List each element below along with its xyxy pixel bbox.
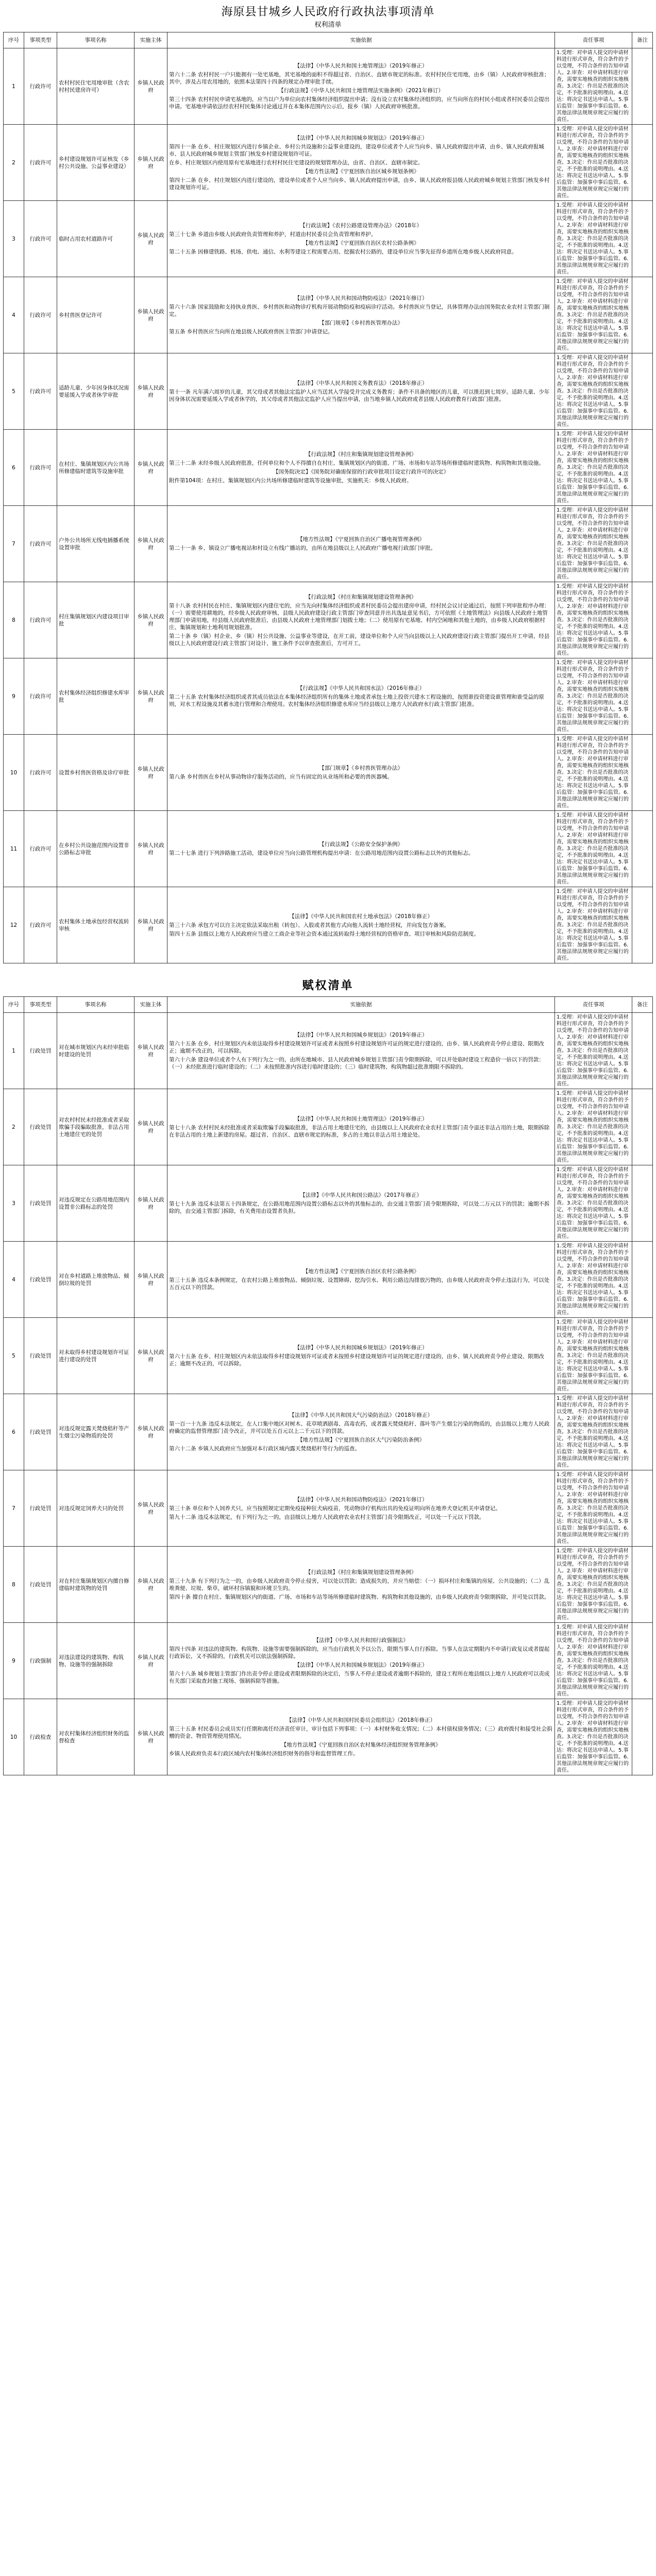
matter-type: 行政许可 — [24, 887, 57, 963]
row-number: 2 — [4, 1089, 24, 1165]
implementing-body: 乡镇人民政府 — [134, 1165, 167, 1242]
responsibility-items: 1.受理：对申请人提交的申请材料进行形式审查，符合条件的予以受理，不符合条件的告知申请人。2.审查：对申请材料进行审查，需要实地核查的组织实地核查。3.决定：作出是否批准的决定，不予批准的说明理由。4.送达：将决定书送达申请人。5.事后监管：加强事中事后监管。6.其他法律法规规章规定应履行的责任。 — [555, 1470, 632, 1547]
implementation-basis — [167, 811, 555, 887]
table-row — [4, 1318, 653, 1394]
law-clause: 第四十四条 对违法的建筑物、构筑物、设施等需要强制拆除的，应当由行政机关予以公告，限期当事人自行拆除。当事人在法定期限内不申请行政复议或者提起行政诉讼，又不拆除的，行政机关可以依法强制拆除。 — [169, 1646, 550, 1659]
row-number: 3 — [4, 201, 24, 277]
matter-type: 行政许可 — [24, 277, 57, 353]
matter-type: 行政许可 — [24, 735, 57, 811]
law-clause: 第三十五条 违反本条例规定，在农村公路上堆放物品、倾倒垃圾、设置障碍、挖沟引水、利用公路边沟排放污物的，由乡级人民政府责令停止违法行为，可以处五百元以下的罚款。 — [169, 1277, 550, 1291]
implementation-basis — [167, 1089, 555, 1165]
column-header: 序号 — [4, 997, 24, 1013]
table-row — [4, 48, 653, 125]
responsibility-items: 1.受理：对申请人提交的申请材料进行形式审查，符合条件的予以受理，不符合条件的告知申请人。2.审查：对申请材料进行审查，需要实地核查的组织实地核查。3.决定：作出是否批准的决定，不予批准的说明理由。4.送达：将决定书送达申请人。5.事后监管：加强事中事后监管。6.其他法律法规规章规定应履行的责任。 — [555, 811, 632, 887]
law-clause: 第六十二条 农村村民一户只能拥有一处宅基地，其宅基地的面积不得超过省、自治区、直辖市规定的标准。农村村民住宅用地，由乡（镇）人民政府审核批准；其中，涉及占用农用地的，依照本法第四十四条的规定办理审批手续。 — [169, 72, 550, 85]
law-clause: 第四十一条 在乡、村庄规划区内进行乡镇企业、乡村公共设施和公益事业建设的，建设单位或者个人应当向乡、镇人民政府提出申请，由乡、镇人民政府报城市、县人民政府城乡规划主管部门核发乡村建设规划许可证。 — [169, 143, 544, 157]
column-header: 事项名称 — [57, 997, 134, 1013]
implementation-basis — [167, 1547, 555, 1623]
remarks-cell — [632, 506, 653, 582]
law-citation: 【行政法规】《公路安全保护条例》 — [319, 841, 403, 848]
matter-name: 对在乡村道路上堆放物品、倾倒垃圾的处罚 — [57, 1242, 134, 1318]
law-clause: 第三十六条 承包方可以自主决定依法采取出租（转包）、入股或者其他方式向他人流转土地经营权，并向发包方备案。 — [169, 922, 450, 928]
implementing-body: 乡镇人民政府 — [134, 506, 167, 582]
table-row — [4, 1394, 653, 1470]
row-number: 8 — [4, 1547, 24, 1623]
law-citation: 【法律】《中华人民共和国土地管理法》（2019年修正） — [294, 63, 428, 69]
document-subtitle: 权利清单 — [314, 21, 342, 29]
row-number: 6 — [4, 1394, 24, 1470]
law-clause: 第六十八条 城乡规划主管部门作出责令停止建设或者限期拆除的决定后，当事人不停止建设或者逾期不拆除的，建设工程所在地县级以上地方人民政府可以责成有关部门采取查封施工现场、强制拆除等措施。 — [169, 1671, 550, 1684]
implementation-basis — [167, 1013, 555, 1089]
implementing-body: 乡镇人民政府 — [134, 658, 167, 735]
implementation-basis — [167, 506, 555, 582]
responsibility-items: 1.受理：对申请人提交的申请材料进行形式审查，符合条件的予以受理，不符合条件的告知申请人。2.审查：对申请材料进行审查，需要实地核查的组织实地核查。3.决定：作出是否批准的决定，不予批准的说明理由。4.送达：将决定书送达申请人。5.事后监管：加强事中事后监管。6.其他法律法规规章规定应履行的责任。 — [555, 1013, 632, 1089]
table-row — [4, 1089, 653, 1165]
matter-type: 行政处罚 — [24, 1547, 57, 1623]
matter-type: 行政许可 — [24, 658, 57, 735]
implementing-body: 乡镇人民政府 — [134, 1318, 167, 1394]
implementing-body: 乡镇人民政府 — [134, 1547, 167, 1623]
table-row — [4, 811, 653, 887]
responsibility-items: 1.受理：对申请人提交的申请材料进行形式审查，符合条件的予以受理，不符合条件的告知申请人。2.审查：对申请材料进行审查，需要实地核查的组织实地核查。3.决定：作出是否批准的决定，不予批准的说明理由。4.送达：将决定书送达申请人。5.事后监管：加强事中事后监管。6.其他法律法规规章规定应履行的责任。 — [555, 887, 632, 963]
responsibility-items: 1.受理：对申请人提交的申请材料进行形式审查，符合条件的予以受理，不符合条件的告知申请人。2.审查：对申请材料进行审查，需要实地核查的组织实地核查。3.决定：作出是否批准的决定，不予批准的说明理由。4.送达：将决定书送达申请人。5.事后监管：加强事中事后监管。6.其他法律法规规章规定应履行的责任。 — [555, 201, 632, 277]
implementation-basis — [167, 353, 555, 430]
law-citation: 【法律】《中华人民共和国动物防疫法》（2021年修订） — [294, 1496, 428, 1503]
matter-name: 乡村建设规划许可证核发（乡村公共设施、公益事业建设） — [57, 125, 134, 201]
law-clause: 第三十七条 乡道由乡级人民政府负责管理和养护，村道由村民委员会负责管理和养护。 — [169, 231, 377, 238]
law-citation: 【法律】《中华人民共和国城乡规划法》（2019年修正） — [294, 1031, 428, 1038]
row-number: 10 — [4, 735, 24, 811]
remarks-cell — [632, 1318, 653, 1394]
law-clause: 第二十条 乡（镇）村企业、乡（镇）村公共设施、公益事业等建设，在开工前，建设单位和个人应当向县级以上人民政府建设行政主管部门提出开工申请，经县级以上人民政府建设行政主管部门对设计、施工条件予以审查批准后，方可开工。 — [169, 633, 550, 647]
law-clause: 附件第104项：在村庄、集镇规划区内公共场所修建临时建筑等设施审批，实施机关：乡级人民政府。 — [169, 478, 412, 484]
table-row — [4, 582, 653, 658]
law-clause: 第六十五条 在乡、村庄规划区内未依法取得乡村建设规划许可证或者未按照乡村建设规划许可证的规定进行建设的，由乡、镇人民政府责令停止建设、限期改正；逾期不改正的，可以拆除。 — [169, 1353, 544, 1367]
implementation-basis — [167, 125, 555, 201]
law-citation: 【地方性法规】《宁夏回族自治区农村集体经济组织财务管理条例》 — [281, 1742, 441, 1748]
matter-type: 行政处罚 — [24, 1394, 57, 1470]
law-citation: 【法律】《中华人民共和国村民委员会组织法》（2018年修正） — [286, 1717, 436, 1723]
remarks-cell — [632, 887, 653, 963]
row-number: 3 — [4, 1165, 24, 1242]
matter-type: 行政许可 — [24, 506, 57, 582]
matter-type: 行政处罚 — [24, 1089, 57, 1165]
law-clause: 第八条 乡村兽医在乡村从事动物诊疗服务活动的，应当有固定的从业场所和必要的兽医器械。 — [169, 774, 393, 780]
law-clause: 第三十五条 村民委员会成员实行任期和离任经济责任审计，审计包括下列事项：（一）本村财务收支情况；（二）本村债权债务情况；（三）政府拨付和接受社会捐赠的资金、物资管理使用情况。 — [169, 1726, 552, 1739]
law-clause: 第六十六条 国家鼓励和支持执业兽医、乡村兽医和动物诊疗机构开展动物防疫和疫病诊疗活动。乡村兽医应当登记，具体管理办法由国务院农业农村主管部门制定。 — [169, 304, 550, 317]
remarks-cell — [632, 1470, 653, 1547]
law-citation: 【法律】《中华人民共和国土地管理法》（2019年修正） — [294, 1116, 428, 1122]
remarks-cell — [632, 125, 653, 201]
matter-name: 村庄集镇规划区内建设项目审批 — [57, 582, 134, 658]
law-clause: 第二十七条 进行下列涉路施工活动，建设单位应当向公路管理机构提出申请：在公路用地范围内设置公路标志以外的其他标志。 — [169, 850, 474, 856]
matter-name: 户外公共场所无线电插播系统设置审批 — [57, 506, 134, 582]
matter-type: 行政处罚 — [24, 1242, 57, 1318]
implementation-basis — [167, 735, 555, 811]
implementation-basis — [167, 1394, 555, 1470]
law-citation: 【行政法规】《村庄和集镇规划建设管理条例》 — [305, 451, 417, 457]
responsibility-items: 1.受理：对申请人提交的申请材料进行形式审查，符合条件的予以受理，不符合条件的告知申请人。2.审查：对申请材料进行审查，需要实地核查的组织实地核查。3.决定：作出是否批准的决定，不予批准的说明理由。4.送达：将决定书送达申请人。5.事后监管：加强事中事后监管。6.其他法律法规规章规定应履行的责任。 — [555, 1165, 632, 1242]
law-citation: 【行政法规】《村庄和集镇规划建设管理条例》 — [305, 594, 417, 600]
remarks-cell — [632, 353, 653, 430]
matter-type: 行政许可 — [24, 430, 57, 506]
law-clause: 第四十二条 在乡、村庄规划区内进行建设的，建设单位或者个人应当向乡、镇人民政府提出申请，由乡、镇人民政府报县级人民政府城乡规划主管部门核发乡村建设规划许可证。 — [169, 177, 550, 191]
remarks-cell — [632, 811, 653, 887]
remarks-cell — [632, 1394, 653, 1470]
column-header: 备注 — [632, 997, 653, 1013]
remarks-cell — [632, 1242, 653, 1318]
implementing-body: 乡镇人民政府 — [134, 277, 167, 353]
remarks-cell — [632, 1547, 653, 1623]
law-citation: 【地方性法规】《宁夏回族自治区农村公路条例》 — [302, 1268, 419, 1275]
responsibility-items: 1.受理：对申请人提交的申请材料进行形式审查，符合条件的予以受理，不符合条件的告知申请人。2.审查：对申请材料进行审查，需要实地核查的组织实地核查。3.决定：作出是否批准的决定，不予批准的说明理由。4.送达：将决定书送达申请人。5.事后监管：加强事中事后监管。6.其他法律法规规章规定应履行的责任。 — [555, 582, 632, 658]
law-citation: 【部门规章】《乡村兽医管理办法》 — [319, 765, 403, 771]
law-citation: 【国务院决定】《国务院对确需保留的行政审批项目设定行政许可的决定》 — [273, 469, 449, 475]
implementation-basis — [167, 1318, 555, 1394]
law-citation: 【行政法规】《村庄和集镇规划建设管理条例》 — [305, 1569, 417, 1575]
matter-name: 农村集体土地承包经营权流转审核 — [57, 887, 134, 963]
table-row — [4, 1165, 653, 1242]
row-number: 12 — [4, 887, 24, 963]
remarks-cell — [632, 48, 653, 125]
law-citation: 【法律】《中华人民共和国行政强制法》 — [313, 1637, 409, 1643]
law-clause: 第七十九条 违反本法第五十四条规定，在公路用地范围内设置公路标志以外的其他标志的，由交通主管部门责令限期拆除，可以处二万元以下的罚款；逾期不拆除的，由交通主管部门拆除，有关费用由设置者负担。 — [169, 1201, 550, 1214]
table-row — [4, 353, 653, 430]
law-clause: 第十八条 农村村民在村庄、集镇规划区内建住宅的，应当先向村集体经济组织或者村民委员会提出建房申请，经村民会议讨论通过后，按照下列审批程序办理：（一）需要使用耕地的，经乡级人民政府审核、县级人民政府建设行政主管部门审查同意并出具选址意见书后，方可依照《土地管理法》向县级人民政府土地管理部门申请用地，经县级人民政府批准后，由县级人民政府土地管理部门划拨土地；（二）使用原有宅基地、村内空闲地和其他土地的，由乡级人民政府根据村庄、集镇规划和土地利用规划批准。 — [169, 602, 550, 631]
table-row — [4, 1699, 653, 1775]
table-row — [4, 1470, 653, 1547]
law-citation: 【行政法规】《中华人民共和国水法》（2016年修正） — [297, 685, 425, 691]
responsibility-items: 1.受理：对申请人提交的申请材料进行形式审查，符合条件的予以受理，不符合条件的告知申请人。2.审查：对申请材料进行审查，需要实地核查的组织实地核查。3.决定：作出是否批准的决定，不予批准的说明理由。4.送达：将决定书送达申请人。5.事后监管：加强事中事后监管。6.其他法律法规规章规定应履行的责任。 — [555, 1623, 632, 1699]
law-citation: 【地方性法规】《宁夏回族自治区农村公路条例》 — [302, 240, 419, 246]
table-row — [4, 506, 653, 582]
row-number: 4 — [4, 1242, 24, 1318]
law-clause: 第四十条 擅自在村庄、集镇规划区内的街道、广场、市场和车站等场所修建临时建筑物、构筑物和其他设施的，由乡级人民政府责令限期拆除，并可处以罚款。 — [169, 1594, 550, 1600]
column-header: 责任事项 — [555, 997, 632, 1013]
implementing-body: 乡镇人民政府 — [134, 1623, 167, 1699]
implementing-body: 乡镇人民政府 — [134, 887, 167, 963]
implementing-body: 乡镇人民政府 — [134, 353, 167, 430]
matter-name: 乡村兽医登记许可 — [57, 277, 134, 353]
matter-name: 对未取得乡村建设规划许可证进行建设的处罚 — [57, 1318, 134, 1394]
matter-type: 行政许可 — [24, 353, 57, 430]
implementation-basis — [167, 277, 555, 353]
matter-name: 对违反规定在公路用地范围内设置非公路标志的处罚 — [57, 1165, 134, 1242]
implementation-basis — [167, 201, 555, 277]
responsibility-items: 1.受理：对申请人提交的申请材料进行形式审查，符合条件的予以受理，不符合条件的告知申请人。2.审查：对申请材料进行审查，需要实地核查的组织实地核查。3.决定：作出是否批准的决定，不予批准的说明理由。4.送达：将决定书送达申请人。5.事后监管：加强事中事后监管。6.其他法律法规规章规定应履行的责任。 — [555, 48, 632, 125]
matter-name: 农村集体经济组织修建水库审批 — [57, 658, 134, 735]
law-clause: 第六十六条 建设单位或者个人有下列行为之一的，由所在地城市、县人民政府城乡规划主管部门责令限期拆除，可以并处临时建设工程造价一倍以下的罚款：（一）未经批准进行临时建设的；（二）未按照批准内容进行临时建设的；（三）临时建筑物、构筑物超过批准期限不拆除的。 — [169, 1056, 544, 1070]
column-header: 备注 — [632, 32, 653, 48]
matter-type: 行政处罚 — [24, 1318, 57, 1394]
table-row — [4, 1623, 653, 1699]
row-number: 5 — [4, 1318, 24, 1394]
law-clause: 第三十二条 未经乡级人民政府批准，任何单位和个人不得擅自在村庄、集镇规划区内的街道、广场、市场和车站等场所修建临时建筑物、构筑物和其他设施。 — [169, 460, 544, 466]
matter-name: 在乡村公共设施范围内设置非公路标志审批 — [57, 811, 134, 887]
document-title: 海原县甘城乡人民政府行政执法事项清单 — [221, 6, 435, 19]
implementation-basis — [167, 1165, 555, 1242]
law-citation: 【行政法规】《中华人民共和国土地管理法实施条例》（2021年修订） — [278, 88, 444, 94]
row-number: 1 — [4, 1013, 24, 1089]
responsibility-items: 1.受理：对申请人提交的申请材料进行形式审查，符合条件的予以受理，不符合条件的告知申请人。2.审查：对申请材料进行审查，需要实地核查的组织实地核查。3.决定：作出是否批准的决定，不予批准的说明理由。4.送达：将决定书送达申请人。5.事后监管：加强事中事后监管。6.其他法律法规规章规定应履行的责任。 — [555, 506, 632, 582]
remarks-cell — [632, 1089, 653, 1165]
implementation-basis — [167, 1242, 555, 1318]
implementing-body: 乡镇人民政府 — [134, 1013, 167, 1089]
section-title: 赋权清单 — [302, 979, 354, 992]
row-number: 2 — [4, 125, 24, 201]
law-clause: 第十一条 凡年满六周岁的儿童，其父母或者其他法定监护人应当送其入学接受并完成义务教育；条件不具备的地区的儿童，可以推迟到七周岁。适龄儿童、少年因身体状况需要延缓入学或者休学的，其父母或者其他法定监护人应当提出申请，由当地乡镇人民政府或者县级人民政府教育行政部门批准。 — [169, 389, 550, 402]
remarks-cell — [632, 1165, 653, 1242]
matter-type: 行政强制 — [24, 1623, 57, 1699]
law-citation: 【部门规章】《乡村兽医管理办法》 — [319, 320, 403, 326]
law-citation: 【法律】《中华人民共和国城乡规划法》（2019年修正） — [294, 1662, 428, 1668]
implementing-body: 乡镇人民政府 — [134, 430, 167, 506]
law-citation: 【地方性法规】《宁夏回族自治区广播电视管理条例》 — [297, 536, 425, 543]
law-citation: 【法律】《中华人民共和国公路法》（2017年修正） — [300, 1192, 422, 1198]
law-citation: 【法律】《中华人民共和国动物防疫法》（2021年修订） — [294, 295, 428, 301]
matter-type: 行政许可 — [24, 48, 57, 125]
implementation-basis — [167, 658, 555, 735]
implementing-body: 乡镇人民政府 — [134, 582, 167, 658]
column-header: 责任事项 — [555, 32, 632, 48]
table-row — [4, 277, 653, 353]
column-header: 事项类型 — [24, 32, 57, 48]
header-row — [4, 997, 653, 1013]
matter-type: 行政检查 — [24, 1699, 57, 1775]
implementing-body: 乡镇人民政府 — [134, 48, 167, 125]
header-row — [4, 32, 653, 48]
row-number: 5 — [4, 353, 24, 430]
matter-name: 农村村民住宅用地审批（含农村村民建房许可） — [57, 48, 134, 125]
implementation-basis — [167, 887, 555, 963]
table-row — [4, 1242, 653, 1318]
row-number: 11 — [4, 811, 24, 887]
law-clause: 在乡、村庄规划区内使用原有宅基地进行农村村民住宅建设的规划管理办法，由省、自治区、直辖市制定。 — [169, 159, 424, 166]
matter-name: 对在城市规划区内未经审批临时建设的处罚 — [57, 1013, 134, 1089]
column-header: 实施主体 — [134, 997, 167, 1013]
law-clause: 第三十四条 农村村民申请宅基地的，应当以户为单位向农村集体经济组织提出申请；没有设立农村集体经济组织的，应当向所在的村民小组或者村民委员会提出申请。宅基地申请依法经农村村民集体讨论通过并在本集体范围内公示后，报乡（镇）人民政府审核批准。 — [169, 96, 550, 110]
table-row — [4, 658, 653, 735]
row-number: 9 — [4, 1623, 24, 1699]
responsibility-items: 1.受理：对申请人提交的申请材料进行形式审查，符合条件的予以受理，不符合条件的告知申请人。2.审查：对申请材料进行审查，需要实地核查的组织实地核查。3.决定：作出是否批准的决定，不予批准的说明理由。4.送达：将决定书送达申请人。5.事后监管：加强事中事后监管。6.其他法律法规规章规定应履行的责任。 — [555, 277, 632, 353]
remarks-cell — [632, 1623, 653, 1699]
column-header: 事项类型 — [24, 997, 57, 1013]
law-clause: 第五条 乡村兽医应当向所在地县级人民政府兽医主管部门申请登记。 — [169, 329, 333, 335]
matter-name: 临时占用农村道路许可 — [57, 201, 134, 277]
remarks-cell — [632, 430, 653, 506]
table-row — [4, 430, 653, 506]
column-header: 实施主体 — [134, 32, 167, 48]
implementation-basis — [167, 582, 555, 658]
implementing-body: 乡镇人民政府 — [134, 1394, 167, 1470]
matter-type: 行政处罚 — [24, 1013, 57, 1089]
matter-type: 行政处罚 — [24, 1165, 57, 1242]
responsibility-items: 1.受理：对申请人提交的申请材料进行形式审查，符合条件的予以受理，不符合条件的告知申请人。2.审查：对申请材料进行审查，需要实地核查的组织实地核查。3.决定：作出是否批准的决定，不予批准的说明理由。4.送达：将决定书送达申请人。5.事后监管：加强事中事后监管。6.其他法律法规规章规定应履行的责任。 — [555, 735, 632, 811]
matter-name: 对在村庄集镇规划区内擅自修建临时建筑物的处罚 — [57, 1547, 134, 1623]
implementing-body: 乡镇人民政府 — [134, 735, 167, 811]
law-clause: 第六十五条 在乡、村庄规划区内未依法取得乡村建设规划许可证或者未按照乡村建设规划许可证的规定进行建设的，由乡、镇人民政府责令停止建设、限期改正；逾期不改正的，可以拆除。 — [169, 1040, 544, 1054]
row-number: 4 — [4, 277, 24, 353]
column-header: 实施依据 — [167, 32, 555, 48]
implementation-basis — [167, 48, 555, 125]
law-clause: 第九十二条 违反本法规定，有下列行为之一的，由县级以上地方人民政府农业农村主管部门责令限期改正，可以处一千元以下罚款。 — [169, 1514, 485, 1520]
row-number: 8 — [4, 582, 24, 658]
column-header: 序号 — [4, 32, 24, 48]
remarks-cell — [632, 582, 653, 658]
law-clause: 第一百一十九条 违反本法规定，在人口集中地区对树木、花草喷洒剧毒、高毒农药，或者露天焚烧秸秆、落叶等产生烟尘污染的物质的，由县级以上地方人民政府确定的监督管理部门责令改正，并可以处五百元以上二千元以下的罚款。 — [169, 1421, 550, 1434]
responsibility-items: 1.受理：对申请人提交的申请材料进行形式审查，符合条件的予以受理，不符合条件的告知申请人。2.审查：对申请材料进行审查，需要实地核查的组织实地核查。3.决定：作出是否批准的决定，不予批准的说明理由。4.送达：将决定书送达申请人。5.事后监管：加强事中事后监管。6.其他法律法规规章规定应履行的责任。 — [555, 1394, 632, 1470]
table-row — [4, 887, 653, 963]
section-gap — [3, 963, 653, 976]
implementing-body: 乡镇人民政府 — [134, 1470, 167, 1547]
matter-name: 对农村村民未经批准或者采取欺骗手段骗取批准，非法占用土地建住宅的处罚 — [57, 1089, 134, 1165]
implementation-basis — [167, 430, 555, 506]
table-row — [4, 201, 653, 277]
responsibility-items: 1.受理：对申请人提交的申请材料进行形式审查，符合条件的予以受理，不符合条件的告知申请人。2.审查：对申请材料进行审查，需要实地核查的组织实地核查。3.决定：作出是否批准的决定，不予批准的说明理由。4.送达：将决定书送达申请人。5.事后监管：加强事中事后监管。6.其他法律法规规章规定应履行的责任。 — [555, 1318, 632, 1394]
row-number: 7 — [4, 1470, 24, 1547]
matter-type: 行政许可 — [24, 125, 57, 201]
responsibility-items: 1.受理：对申请人提交的申请材料进行形式审查，符合条件的予以受理，不符合条件的告知申请人。2.审查：对申请材料进行审查，需要实地核查的组织实地核查。3.决定：作出是否批准的决定，不予批准的说明理由。4.送达：将决定书送达申请人。5.事后监管：加强事中事后监管。6.其他法律法规规章规定应履行的责任。 — [555, 125, 632, 201]
matters-table — [3, 996, 653, 1775]
table-row — [4, 735, 653, 811]
matter-name: 对违反规定露天焚烧秸秆等产生烟尘污染物质的处罚 — [57, 1394, 134, 1470]
column-header: 实施依据 — [167, 997, 555, 1013]
implementing-body: 乡镇人民政府 — [134, 811, 167, 887]
row-number: 7 — [4, 506, 24, 582]
table-row — [4, 125, 653, 201]
matters-table — [3, 32, 653, 963]
matter-type: 行政许可 — [24, 582, 57, 658]
law-citation: 【法律】《中华人民共和国义务教育法》（2018年修正） — [294, 380, 428, 386]
law-clause: 乡镇人民政府负责本行政区域内农村集体经济组织财务的指导和监督管理工作。 — [169, 1751, 359, 1757]
law-citation: 【地方性法规】《宁夏回族自治区城乡规划条例》 — [302, 168, 419, 175]
column-header: 事项名称 — [57, 32, 134, 48]
responsibility-items: 1.受理：对申请人提交的申请材料进行形式审查，符合条件的予以受理，不符合条件的告知申请人。2.审查：对申请材料进行审查，需要实地核查的组织实地核查。3.决定：作出是否批准的决定，不予批准的说明理由。4.送达：将决定书送达申请人。5.事后监管：加强事中事后监管。6.其他法律法规规章规定应履行的责任。 — [555, 430, 632, 506]
remarks-cell — [632, 1013, 653, 1089]
row-number: 10 — [4, 1699, 24, 1775]
law-citation: 【法律】《中华人民共和国城乡规划法》（2019年修正） — [294, 1345, 428, 1351]
responsibility-items: 1.受理：对申请人提交的申请材料进行形式审查，符合条件的予以受理，不符合条件的告知申请人。2.审查：对申请材料进行审查，需要实地核查的组织实地核查。3.决定：作出是否批准的决定，不予批准的说明理由。4.送达：将决定书送达申请人。5.事后监管：加强事中事后监管。6.其他法律法规规章规定应履行的责任。 — [555, 1547, 632, 1623]
law-clause: 第二十五条 农村集体经济组织或者其成员依法在本集体经济组织所有的集体土地或者承包土地上投资兴建水工程设施的，按照谁投资建设谁管理和谁受益的原则，对水工程设施及其蓄水进行管理和合理使用。农村集体经济组织修建水库应当经县级以上地方人民政府水行政主管部门批准。 — [169, 694, 544, 707]
matter-name: 对农村集体经济组织财务的监督检查 — [57, 1699, 134, 1775]
implementation-basis — [167, 1470, 555, 1547]
row-number: 6 — [4, 430, 24, 506]
remarks-cell — [632, 277, 653, 353]
implementing-body: 乡镇人民政府 — [134, 201, 167, 277]
matter-type: 行政许可 — [24, 201, 57, 277]
implementing-body: 乡镇人民政府 — [134, 125, 167, 201]
table-row — [4, 1013, 653, 1089]
law-citation: 【行政法规】《农村公路建设管理办法》（2018年） — [300, 223, 422, 229]
responsibility-items: 1.受理：对申请人提交的申请材料进行形式审查，符合条件的予以受理，不符合条件的告知申请人。2.审查：对申请材料进行审查，需要实地核查的组织实地核查。3.决定：作出是否批准的决定，不予批准的说明理由。4.送达：将决定书送达申请人。5.事后监管：加强事中事后监管。6.其他法律法规规章规定应履行的责任。 — [555, 1242, 632, 1318]
row-number: 1 — [4, 48, 24, 125]
remarks-cell — [632, 735, 653, 811]
law-clause: 第三十九条 有下列行为之一的，由乡级人民政府责令停止侵害，可以处以罚款；造成损失的，并应当赔偿：（一）损坏村庄和集镇的房屋、公共设施的；（二）乱堆粪便、垃圾、柴草，破坏村容镇貌和环境卫生的。 — [169, 1578, 550, 1591]
sections-container — [3, 32, 653, 1775]
responsibility-items: 1.受理：对申请人提交的申请材料进行形式审查，符合条件的予以受理，不符合条件的告知申请人。2.审查：对申请材料进行审查，需要实地核查的组织实地核查。3.决定：作出是否批准的决定，不予批准的说明理由。4.送达：将决定书送达申请人。5.事后监管：加强事中事后监管。6.其他法律法规规章规定应履行的责任。 — [555, 353, 632, 430]
matter-type: 行政处罚 — [24, 1470, 57, 1547]
responsibility-items: 1.受理：对申请人提交的申请材料进行形式审查，符合条件的予以受理，不符合条件的告知申请人。2.审查：对申请材料进行审查，需要实地核查的组织实地核查。3.决定：作出是否批准的决定，不予批准的说明理由。4.送达：将决定书送达申请人。5.事后监管：加强事中事后监管。6.其他法律法规规章规定应履行的责任。 — [555, 1089, 632, 1165]
matter-name: 设置乡村兽医资格及诊疗审批 — [57, 735, 134, 811]
matter-name: 适龄儿童、少年因身体状况需要延缓入学或者休学审批 — [57, 353, 134, 430]
law-citation: 【地方性法规】《宁夏回族自治区大气污染防治条例》 — [297, 1437, 425, 1443]
remarks-cell — [632, 1699, 653, 1775]
law-citation: 【法律】《中华人民共和国城乡规划法》（2019年修正） — [294, 134, 428, 141]
law-citation: 【法律】《中华人民共和国大气污染防治法》（2018年修正） — [289, 1412, 433, 1418]
matter-name: 对违反规定饲养犬只的处罚 — [57, 1470, 134, 1547]
law-clause: 第二十一条 乡、镇设立广播电视站和村设立有线广播站的，由所在地县级以上人民政府广播电视行政部门审批。 — [169, 545, 436, 551]
row-number: 9 — [4, 658, 24, 735]
responsibility-items: 1.受理：对申请人提交的申请材料进行形式审查，符合条件的予以受理，不符合条件的告知申请人。2.审查：对申请材料进行审查，需要实地核查的组织实地核查。3.决定：作出是否批准的决定，不予批准的说明理由。4.送达：将决定书送达申请人。5.事后监管：加强事中事后监管。6.其他法律法规规章规定应履行的责任。 — [555, 658, 632, 735]
remarks-cell — [632, 658, 653, 735]
law-clause: 第四十五条 县级以上地方人民政府应当建立工商企业等社会资本通过流转取得土地经营权的资格审查、项目审核和风险防范制度。 — [169, 930, 479, 937]
implementation-basis — [167, 1623, 555, 1699]
law-clause: 第三十条 单位和个人饲养犬只，应当按照规定定期免疫接种狂犬病疫苗，凭动物诊疗机构出具的免疫证明向所在地养犬登记机关申请登记。 — [169, 1505, 501, 1512]
responsibility-items: 1.受理：对申请人提交的申请材料进行形式审查，符合条件的予以受理，不符合条件的告知申请人。2.审查：对申请材料进行审查，需要实地核查的组织实地核查。3.决定：作出是否批准的决定，不予批准的说明理由。4.送达：将决定书送达申请人。5.事后监管：加强事中事后监管。6.其他法律法规规章规定应履行的责任。 — [555, 1699, 632, 1775]
law-clause: 第二十五条 因修建铁路、机场、供电、通信、水利等建设工程需要占用、挖掘农村公路的，建设单位应当事先征得乡道所在地乡级人民政府同意。 — [169, 249, 517, 255]
remarks-cell — [632, 201, 653, 277]
implementing-body: 乡镇人民政府 — [134, 1699, 167, 1775]
matter-name: 对违法建设的建筑物、构筑物、设施等的强制拆除 — [57, 1623, 134, 1699]
law-citation: 【法律】《中华人民共和国农村土地承包法》（2018年修正） — [289, 913, 433, 920]
implementing-body: 乡镇人民政府 — [134, 1089, 167, 1165]
matter-name: 在村庄、集镇规划区内公共场所修建临时建筑等设施审批 — [57, 430, 134, 506]
implementing-body: 乡镇人民政府 — [134, 1242, 167, 1318]
matter-type: 行政许可 — [24, 811, 57, 887]
law-clause: 第六十二条 乡镇人民政府应当加强对本行政区域内露天焚烧秸秆等行为的巡查。 — [169, 1446, 360, 1452]
table-row — [4, 1547, 653, 1623]
implementation-basis — [167, 1699, 555, 1775]
law-clause: 第七十八条 农村村民未经批准或者采取欺骗手段骗取批准，非法占用土地建住宅的，由县级以上人民政府农业农村主管部门责令退还非法占用的土地，限期拆除在非法占用的土地上新建的房屋。超过省、自治区、直辖市规定的标准，多占的土地以非法占用土地论处。 — [169, 1125, 550, 1138]
